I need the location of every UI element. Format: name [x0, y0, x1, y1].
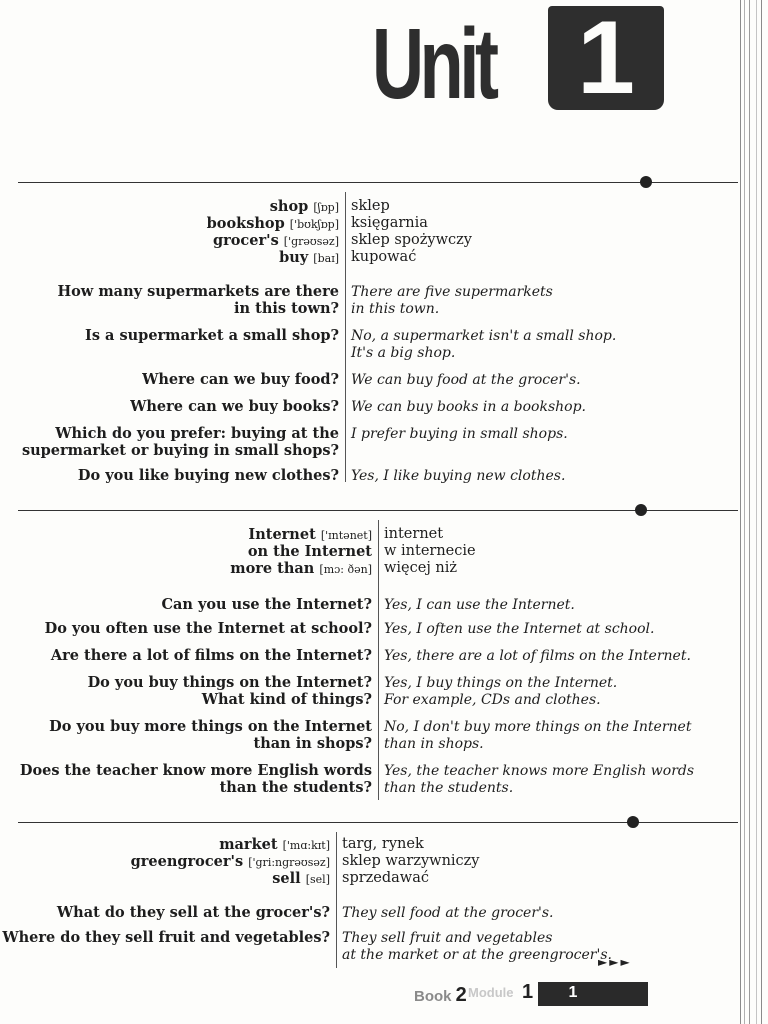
- vocab-translation: więcej niż: [384, 560, 458, 576]
- question-line: Do you like buying new clothes?: [77, 467, 339, 484]
- section-bullet-dot: [635, 504, 647, 516]
- answer-line: Yes, I buy things on the Internet.: [384, 675, 618, 691]
- question-line: What do they sell at the grocer's?: [56, 904, 330, 921]
- unit-title: Unit: [372, 8, 495, 120]
- question-line: Can you use the Internet?: [161, 596, 372, 613]
- vocab-word-text: shop: [269, 198, 309, 215]
- question-line: How many supermarkets are there: [57, 283, 339, 300]
- question-line: Do you buy things on the Internet?: [87, 674, 372, 691]
- vocab-pronunciation: ['bʊkʃɒp]: [289, 218, 339, 231]
- question-line: Where can we buy books?: [130, 398, 339, 415]
- question-line: Which do you prefer: buying at the: [55, 425, 339, 442]
- vocab-translation: targ, rynek: [342, 836, 424, 852]
- footer-book-number: 2: [455, 984, 467, 1006]
- vocab-word-text: on the Internet: [247, 543, 372, 560]
- vocab-pronunciation: ['ɪntənet]: [320, 529, 372, 542]
- question-line: Is a supermarket a small shop?: [85, 327, 339, 344]
- vocab-pronunciation: ['mɑ:kɪt]: [282, 839, 330, 852]
- answer-line: than in shops.: [384, 736, 484, 752]
- section-bullet-dot: [627, 816, 639, 828]
- answer-line: They sell food at the grocer's.: [342, 905, 554, 921]
- answer-line: We can buy books in a bookshop.: [351, 399, 586, 415]
- vocab-translation: kupować: [351, 249, 417, 265]
- question-line: than in shops?: [253, 735, 372, 752]
- footer-module-number: 1: [522, 981, 534, 1003]
- answer-line: Yes, the teacher knows more English words: [384, 763, 695, 779]
- section-1: [0, 182, 760, 482]
- question-line: Are there a lot of films on the Internet?: [50, 647, 372, 664]
- vocab-word-text: sell: [272, 870, 301, 887]
- vocab-word: [0, 232, 339, 250]
- vocab-translation: internet: [384, 526, 444, 542]
- vocab-translation: w internecie: [384, 543, 476, 559]
- vocab-word-text: more than: [230, 560, 315, 577]
- vocab-pronunciation: [mɔ: ðən]: [319, 563, 372, 576]
- section-3: [0, 822, 760, 968]
- page-header: [0, 0, 768, 180]
- footer-book: [414, 984, 467, 1007]
- question-line: than the students?: [219, 779, 372, 796]
- question-line: in this town?: [234, 300, 339, 317]
- vocab-word: [0, 526, 372, 544]
- answer-line: than the students.: [384, 780, 514, 796]
- footer-book-label: Book: [414, 988, 452, 1005]
- section-divider: [18, 182, 738, 183]
- vocab-translation: sklep warzywniczy: [342, 853, 480, 869]
- answer-line: Yes, I can use the Internet.: [384, 597, 575, 613]
- vocab-pronunciation: ['gri:ngrəʊsəz]: [248, 856, 330, 869]
- question-line: Does the teacher know more English words: [19, 762, 372, 779]
- vocab-pronunciation: [sel]: [305, 873, 330, 886]
- column-separator: [336, 832, 337, 968]
- answer-line: They sell fruit and vegetables: [342, 930, 553, 946]
- question-line: Do you often use the Internet at school?: [44, 620, 372, 637]
- vocab-word-text: buy: [279, 249, 309, 266]
- vocab-translation: księgarnia: [351, 215, 428, 231]
- column-separator: [378, 520, 379, 800]
- vocab-translation: sprzedawać: [342, 870, 429, 886]
- vocab-word-text: Internet: [248, 526, 316, 543]
- question-line: supermarket or buying in small shops?: [21, 442, 339, 459]
- question-line: What kind of things?: [201, 691, 372, 708]
- answer-line: Yes, I often use the Internet at school.: [384, 621, 655, 637]
- page-footer: [410, 982, 650, 1006]
- answer-line: It's a big shop.: [351, 345, 456, 361]
- footer-module-label: Module: [468, 985, 514, 1000]
- answer-line: at the market or at the greengrocer's.: [342, 947, 612, 963]
- answer-line: No, a supermarket isn't a small shop.: [351, 328, 617, 344]
- vocab-word: [0, 870, 330, 888]
- vocab-word: [0, 198, 339, 216]
- vocab-translation: sklep spożywczy: [351, 232, 472, 248]
- page-number: 1: [568, 984, 578, 1001]
- answer-line: There are five supermarkets: [351, 284, 553, 300]
- question-line: Do you buy more things on the Internet: [49, 718, 372, 735]
- question-line: Where do they sell fruit and vegetables?: [2, 929, 330, 946]
- column-separator: [345, 192, 346, 482]
- vocab-pronunciation: [ʃɒp]: [313, 201, 339, 214]
- vocab-word: [0, 560, 372, 578]
- answer-line: No, I don't buy more things on the Internet: [384, 719, 692, 735]
- vocab-word: [0, 853, 330, 871]
- question-line: Where can we buy food?: [142, 371, 339, 388]
- answer-line: in this town.: [351, 301, 440, 317]
- vocab-pronunciation: ['grəʊsəz]: [283, 235, 339, 248]
- vocab-word: [0, 249, 339, 267]
- vocab-pronunciation: [baɪ]: [313, 252, 339, 265]
- vocab-word-text: market: [219, 836, 278, 853]
- unit-number-badge: 1: [548, 6, 664, 110]
- continue-arrows: ►►►: [598, 955, 632, 969]
- answer-line: Yes, I like buying new clothes.: [351, 468, 566, 484]
- vocab-word-text: greengrocer's: [130, 853, 244, 870]
- answer-line: I prefer buying in small shops.: [351, 426, 568, 442]
- answer-line: We can buy food at the grocer's.: [351, 372, 581, 388]
- vocab-word: [0, 543, 372, 560]
- section-bullet-dot: [640, 176, 652, 188]
- answer-line: For example, CDs and clothes.: [384, 692, 601, 708]
- answer-line: Yes, there are a lot of films on the Internet.: [384, 648, 691, 664]
- vocab-word-text: bookshop: [206, 215, 285, 232]
- vocab-word: [0, 836, 330, 854]
- section-divider: [18, 510, 738, 511]
- vocab-translation: sklep: [351, 198, 390, 214]
- vocab-word-text: grocer's: [212, 232, 279, 249]
- vocab-word: [0, 215, 339, 233]
- section-2: [0, 510, 760, 800]
